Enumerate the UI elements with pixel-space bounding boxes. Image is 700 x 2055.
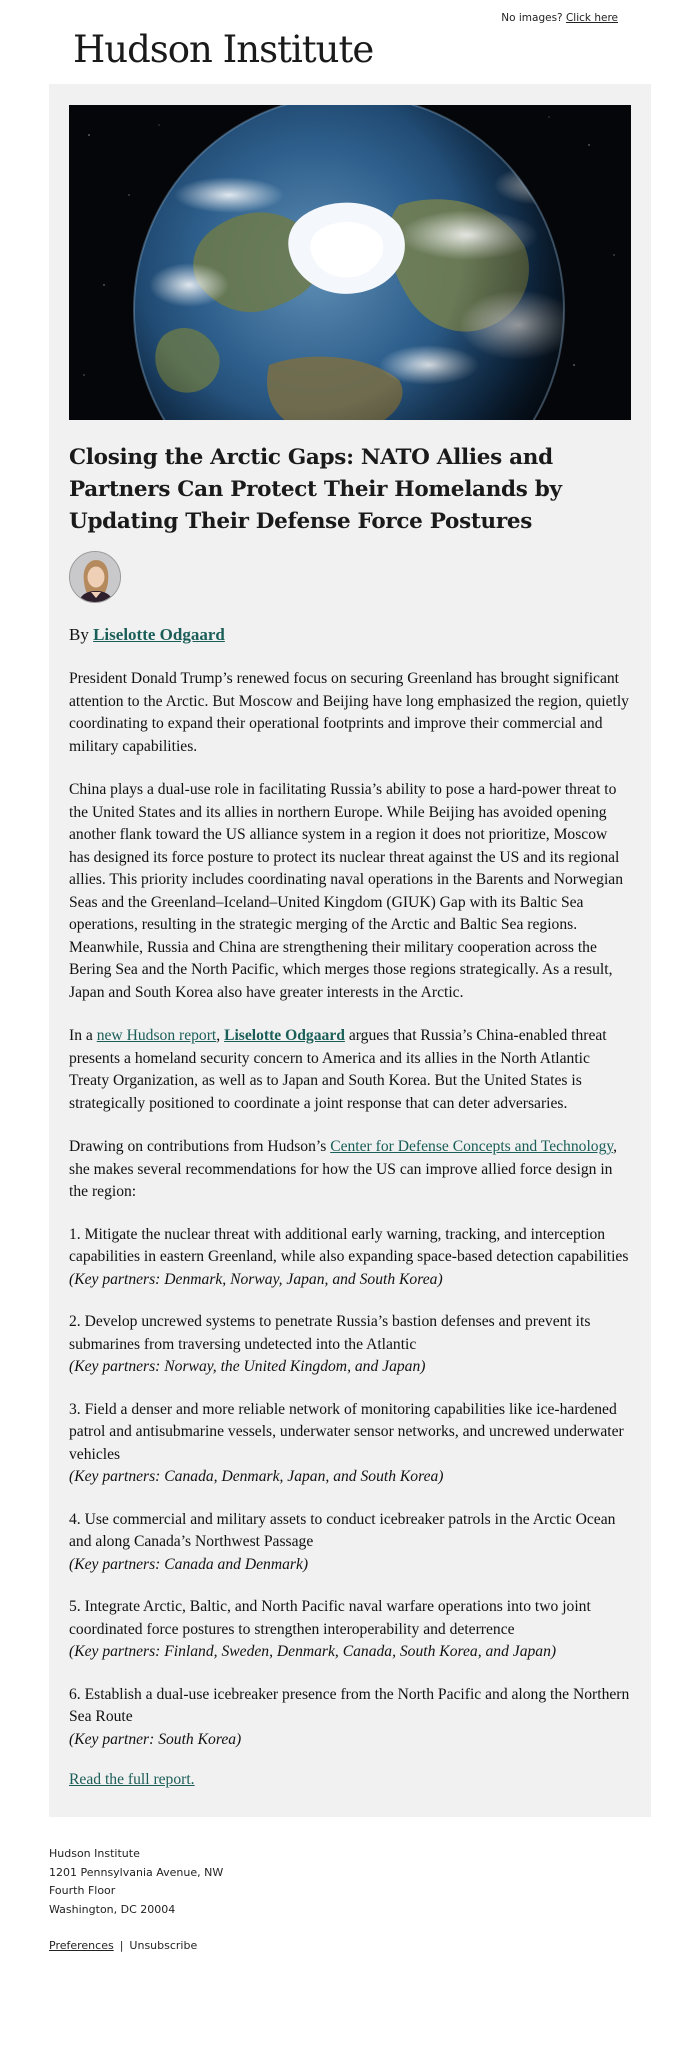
recommendation-partners: (Key partners: Canada and Denmark)	[69, 1555, 309, 1573]
recommendation-partners: (Key partners: Finland, Sweden, Denmark, Canada, South Korea, and Japan)	[69, 1643, 557, 1660]
hudson-report-link[interactable]: new Hudson report	[96, 1027, 217, 1044]
recommendation-item	[69, 1509, 631, 1577]
recommendation-partners: (Key partners: Canada, Denmark, Japan, and South Korea)	[69, 1468, 444, 1485]
recommendation-text: 5. Integrate Arctic, Baltic, and North Pacific naval warfare operations into two joint coordinated force postures to strengthen interoperability and deterrence	[69, 1598, 591, 1638]
footer-address-2: Fourth Floor	[49, 1884, 116, 1897]
no-images-notice	[501, 12, 618, 24]
recommendation-text: 1. Mitigate the nuclear threat with additional early warning, tracking, and interception capabilities in eastern Greenland, while also expanding space-based detection capabilities	[69, 1225, 629, 1265]
paragraph-1: President Donald Trump’s renewed focus on securing Greenland has brought significant attention to the Arctic. But Moscow and Beijing have long emphasized the region, quietly coordinating to expand their operational footprints and improve their commercial and military capabilities.	[69, 670, 629, 755]
center-defense-link[interactable]: Center for Defense Concepts and Technology	[330, 1138, 614, 1155]
byline	[69, 623, 631, 647]
footer-address-3: Washington, DC 20004	[49, 1902, 176, 1916]
read-full-report-link[interactable]: Read the full report.	[69, 1771, 195, 1788]
footer	[49, 1845, 700, 1956]
article-title: Closing the Arctic Gaps: NATO Allies and Partners Can Protect Their Homelands by Updating Their Defense Force Postures	[69, 445, 562, 534]
author-avatar[interactable]	[69, 551, 121, 603]
hudson-logo[interactable]: Hudson Institute	[73, 28, 374, 71]
recommendation-item	[69, 1596, 631, 1664]
earth-illustration	[69, 105, 631, 420]
paragraph-3-prefix: In a	[69, 1027, 93, 1044]
recommendation-text: 3. Field a denser and more reliable network of monitoring capabilities like ice-hardened patrol and antisubmarine vessels, underwater sensor networks, and uncrewed underwater vehicles	[69, 1400, 624, 1463]
paragraph-3-sep: ,	[216, 1027, 221, 1044]
no-images-text: No images?	[501, 12, 563, 24]
click-here-link[interactable]: Click here	[565, 12, 618, 24]
footer-org: Hudson Institute	[49, 1847, 140, 1860]
recommendation-partners: (Key partners: Norway, the United Kingdom, and Japan)	[69, 1358, 426, 1375]
by-prefix: By	[69, 625, 89, 644]
article-card	[49, 84, 651, 1817]
recommendation-text: 2. Develop uncrewed systems to penetrate Russia’s bastion defenses and prevent its submarines from traversing undetected into the Atlantic	[69, 1313, 591, 1353]
recommendation-item	[69, 1311, 631, 1379]
recommendation-item	[69, 1399, 631, 1489]
recommendation-partners: (Key partners: Denmark, Norway, Japan, and South Korea)	[69, 1270, 443, 1288]
author-link[interactable]: Liselotte Odgaard	[93, 625, 225, 644]
author-portrait	[70, 552, 121, 603]
top-bar	[0, 0, 700, 26]
preferences-link[interactable]: Preferences	[49, 1939, 114, 1952]
read-more	[69, 1771, 631, 1789]
recommendation-partners: (Key partner: South Korea)	[69, 1730, 242, 1748]
recommendation-item	[69, 1684, 631, 1752]
recommendation-text: 6. Establish a dual-use icebreaker presence from the North Pacific and along the Northern Sea Route	[69, 1685, 630, 1725]
paragraph-4-rest: , she makes several recommendations for how the US can improve allied force design in the region:	[69, 1138, 618, 1200]
author-inline-link[interactable]: Liselotte Odgaard	[224, 1027, 345, 1044]
paragraph-3-rest: argues that Russia’s China-enabled threat presents a homeland security concern to America and its allies in the North Atlantic Treaty Organization, as well as to Japan and South Korea. But the United States is strategically positioned to coordinate a joint response that can deter adversaries.	[69, 1027, 607, 1112]
recommendation-text: 4. Use commercial and military assets to conduct icebreaker patrols in the Arctic Ocean and along Canada’s Northwest Passage	[69, 1510, 616, 1550]
footer-links	[49, 1937, 700, 1956]
footer-address-1: 1201 Pennsylvania Avenue, NW	[49, 1865, 224, 1879]
paragraph-2: China plays a dual-use role in facilitating Russia’s ability to pose a hard-power threat to the United States and its allies in northern Europe. While Beijing has avoided opening another flank toward the US alliance system in a region it does not prioritize, Moscow has designed its force posture to protect its nuclear threat against the US and its regional allies. This priority includes coordinating naval operations in the Barents and Norwegian Seas and the Greenland–Iceland–United Kingdom (GIUK) Gap with its Baltic Sea operations, resulting in the strategic merging of the Arctic and Baltic Sea regions. Meanwhile, Russia and China are strengthening their military cooperation across the Bering Sea and the North Pacific, which merges those regions strategically. As a result, Japan and South Korea also have greater interests in the Arctic.	[69, 781, 624, 1001]
paragraph-4-prefix: Drawing on contributions from Hudson’s	[69, 1138, 327, 1155]
hero-earth-image[interactable]	[69, 105, 631, 420]
unsubscribe-link[interactable]: Unsubscribe	[129, 1939, 198, 1952]
paragraph-3	[69, 1025, 631, 1115]
paragraph-4	[69, 1136, 631, 1204]
recommendation-item	[69, 1224, 631, 1292]
footer-separator: |	[119, 1939, 124, 1952]
